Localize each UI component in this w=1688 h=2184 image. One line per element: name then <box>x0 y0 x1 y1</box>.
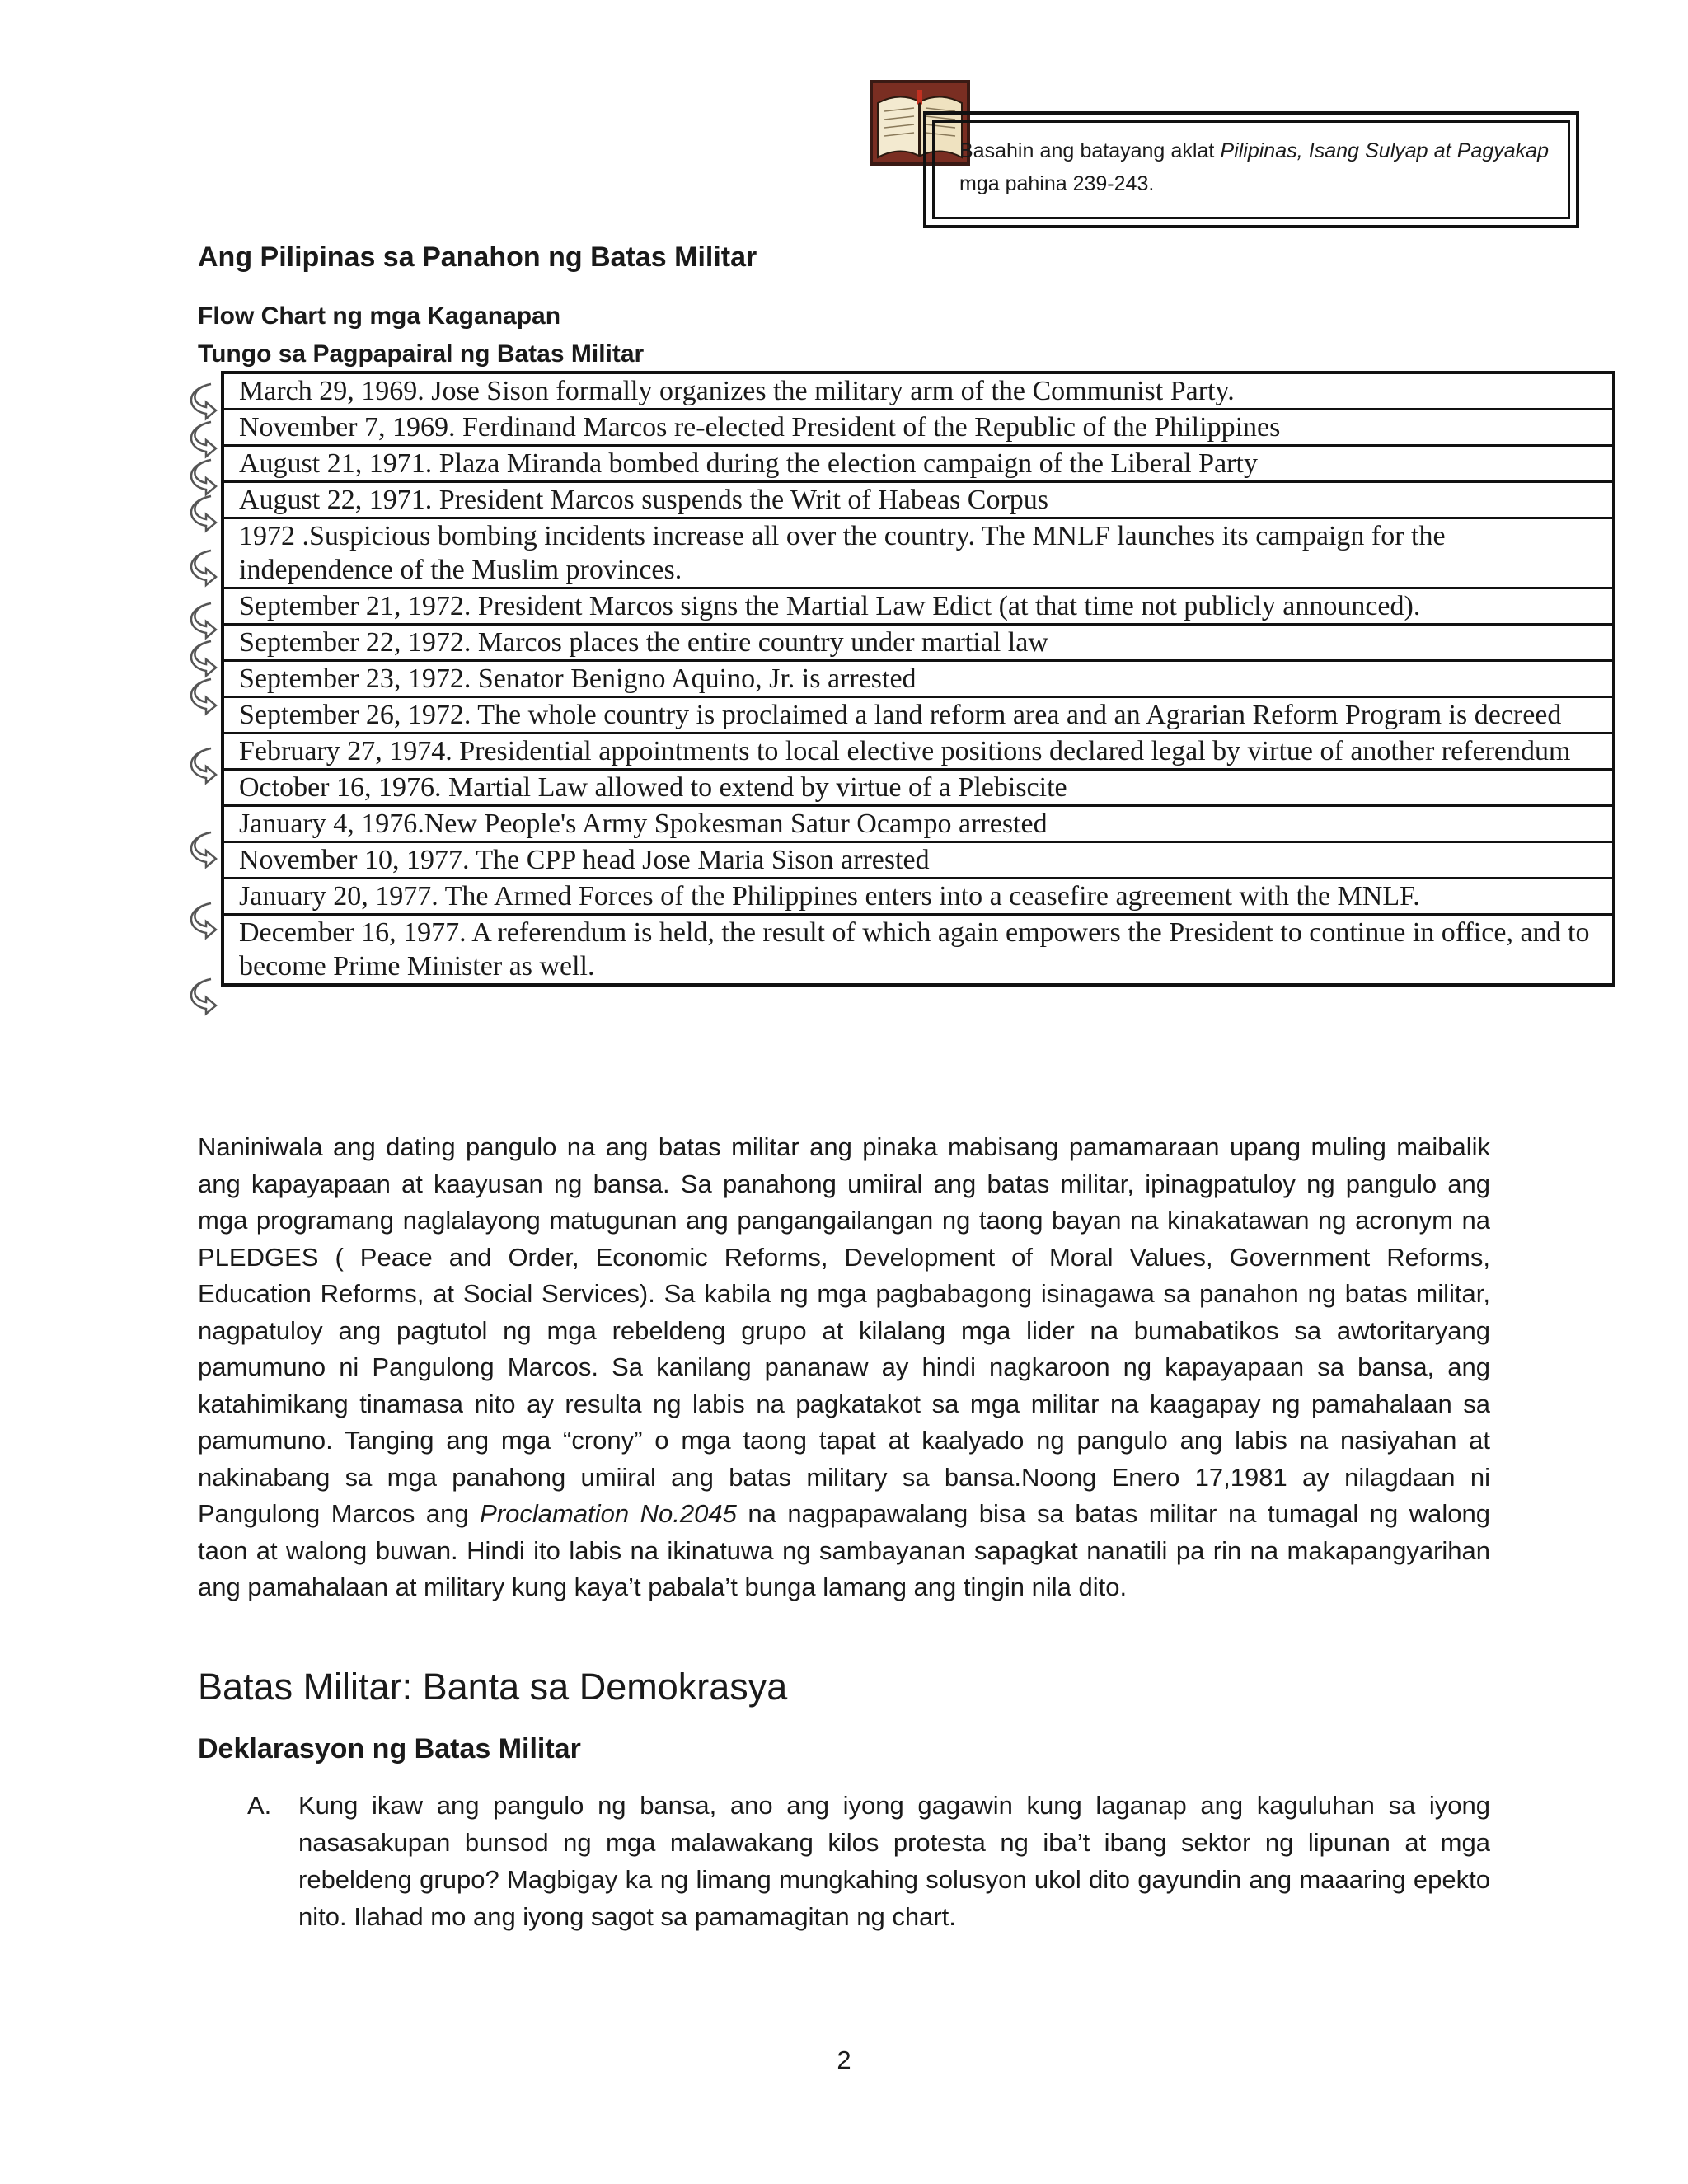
event-row: August 22, 1971. President Marcos suspends the Writ of Habeas Corpus <box>224 480 1612 517</box>
event-row: October 16, 1976. Martial Law allowed to extend by virtue of a Plebiscite <box>224 768 1612 804</box>
question-text: Kung ikaw ang pangulo ng bansa, ano ang iyong gagawin kung laganap ang kaguluhan sa iyong nasasakupan bunsod ng mga malawakang kilos protesta ng iba’t ibang sektor ng lipunan at mga rebeldeng grupo? Magbigay ka ng limang mungkahing solusyon ukol dito gayundin ang maaaring epekto nito. Ilahad mo ang iyong sagot sa pamamagitan ng chart. <box>298 1791 1490 1931</box>
event-row: August 21, 1971. Plaza Miranda bombed during the election campaign of the Liberal Party <box>224 444 1612 480</box>
flow-arrows <box>185 379 221 1055</box>
reading-note-intro: Basahin ang batayang aklat <box>959 139 1221 162</box>
event-row: December 16, 1977. A referendum is held, the result of which again empowers the President to continue in office, and to become Prime Minister as well. <box>224 913 1612 983</box>
event-row: September 26, 1972. The whole country is proclaimed a land reform area and an Agrarian Reform Program is decreed <box>224 696 1612 732</box>
reading-note-pages: mga pahina 239-243. <box>959 172 1155 195</box>
event-row: September 21, 1972. President Marcos signs the Martial Law Edict (at that time not publicly announced). <box>224 587 1612 623</box>
flow-chart-title-line2: Tungo sa Pagpapairal ng Batas Militar <box>198 340 645 368</box>
body-paragraph <box>198 1129 1490 1606</box>
book-title: Pilipinas, Isang Sulyap at Pagyakap <box>1220 139 1549 162</box>
event-row: February 27, 1974. Presidential appointments to local elective positions declared legal by virtue of another referendum <box>224 732 1612 768</box>
subsection-heading: Deklarasyon ng Batas Militar <box>198 1733 581 1765</box>
events-flow-chart <box>221 371 1615 987</box>
reading-note-box <box>923 111 1579 228</box>
question-letter: A. <box>247 1791 272 1820</box>
page-title: Ang Pilipinas sa Panahon ng Batas Militar <box>198 241 757 273</box>
event-row: November 7, 1969. Ferdinand Marcos re-elected President of the Republic of the Philippines <box>224 408 1612 444</box>
event-row: January 20, 1977. The Armed Forces of the Philippines enters into a ceasefire agreement with the MNLF. <box>224 877 1612 913</box>
page-number: 2 <box>837 2046 851 2074</box>
flow-chart-title-line1: Flow Chart ng mga Kaganapan <box>198 302 561 330</box>
event-row: November 10, 1977. The CPP head Jose Maria Sison arrested <box>224 841 1612 877</box>
reading-note-text <box>959 134 1549 200</box>
event-row: January 4, 1976.New People's Army Spokesman Satur Ocampo arrested <box>224 804 1612 841</box>
event-row: September 23, 1972. Senator Benigno Aquino, Jr. is arrested <box>224 659 1612 696</box>
paragraph-part2: na nagpapawalang bisa sa batas militar na tumagal ng walong taon at walong buwan. Hindi ito labis na ikinatuwa ng sambayanan sapagkat nanatili pa rin na makapangyarihan ang pamahalaan at military kung kaya’t pabala’t bunga lamang ang tingin nila dito. <box>198 1499 1491 1601</box>
section-heading: Batas Militar: Banta sa Demokrasya <box>198 1666 788 1708</box>
flow-chart-title <box>198 298 644 373</box>
event-row: March 29, 1969. Jose Sison formally organizes the military arm of the Communist Party. <box>239 376 1235 406</box>
event-row: September 22, 1972. Marcos places the entire country under martial law <box>224 623 1612 659</box>
proclamation-title: Proclamation No.2045 <box>480 1499 737 1528</box>
paragraph-part1: Naniniwala ang dating pangulo na ang batas militar ang pinaka mabisang pamamaraan upang muling maibalik ang kapayapaan at kaayusan ng bansa. Sa panahong umiiral ang batas militar, ipinagpatuloy ng pangulo ang mga programang naglalayong matugunan ang pangangailangan ng taong bayan na kinakatawan ng acronym na PLEDGES ( Peace and Order, Economic Reforms, Development of Moral Values, Government Reforms, Education Reforms, at Social Services). Sa kabila ng mga pagbabagong isinagawa sa panahon ng batas militar, nagpatuloy ang pagtutol ng mga rebeldeng grupo at kilalang mga lider na bumabatikos sa awtoritaryang pamumuno ni Pangulong Marcos. Sa kanilang pananaw ay hindi nagkaroon ng kapayapaan sa bansa, ang katahimikang tinamasa nito ay resulta ng labis na pagkatakot sa mga militar na kaagapay ng pamahalaan sa pamumuno. Tanging ang mga “crony” o mga taong tapat at kaalyado ng pangulo ang labis na nasiyahan at nakinabang sa mga panahong umiiral ang batas military sa bansa.Noong Enero 17,1981 ay nilagdaan ni Pangulong Marcos ang <box>198 1132 1490 1528</box>
event-row: 1972 .Suspicious bombing incidents increase all over the country. The MNLF launches its campaign for the independence of the Muslim provinces. <box>224 517 1612 587</box>
